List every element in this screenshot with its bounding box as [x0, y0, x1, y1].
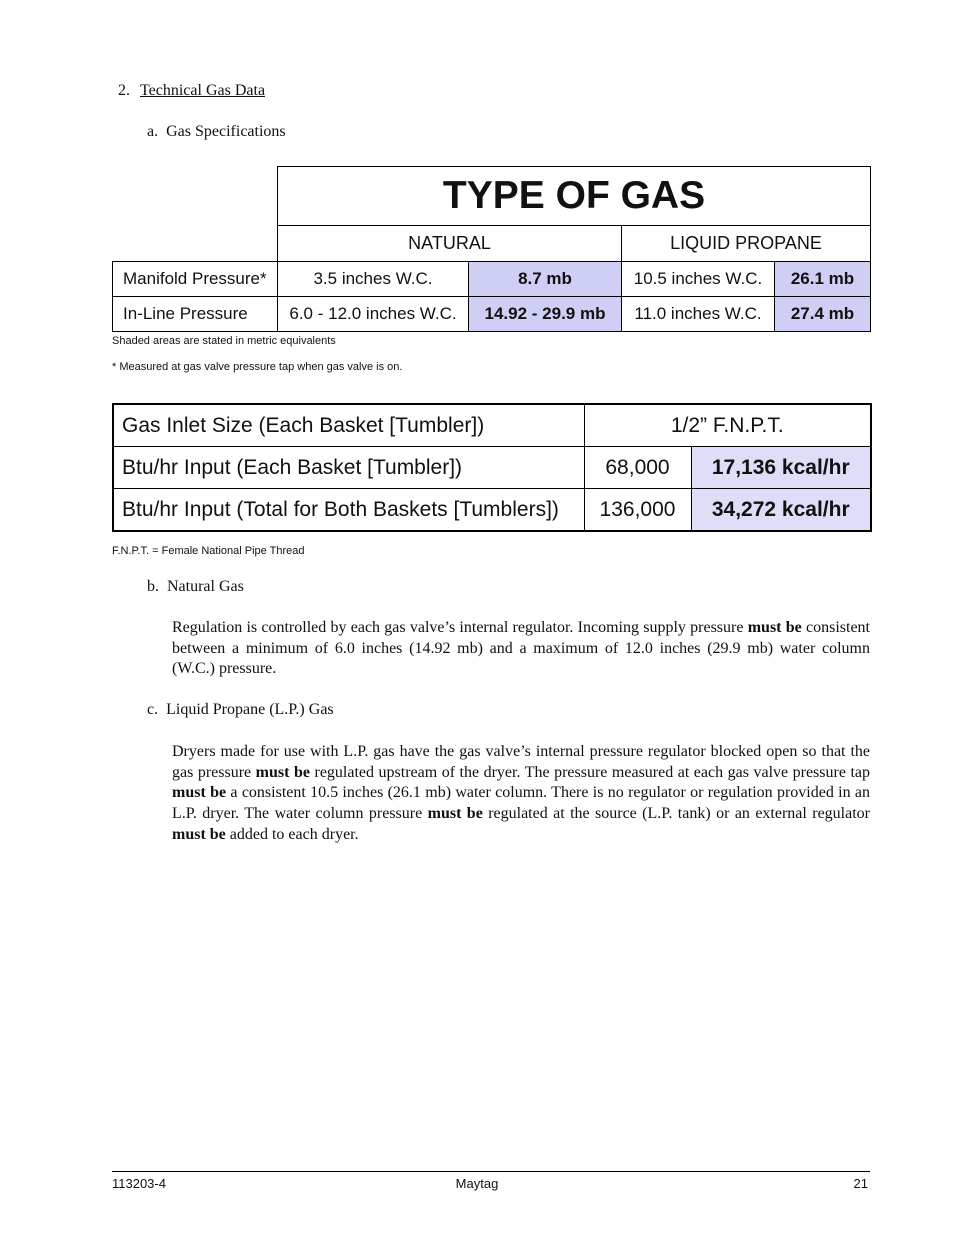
natural-metric-value: 8.7 mb [469, 262, 622, 297]
natural-gas-paragraph [172, 618, 870, 680]
column-header-liquid-propane: LIQUID PROPANE [622, 226, 871, 262]
text-run: regulated upstream of the dryer. The pressure measured at each gas valve pressure tap [309, 763, 870, 781]
gas-inlet-table [112, 403, 872, 532]
column-header-natural: NATURAL [278, 226, 622, 262]
kcal-value: 17,136 kcal/hr [691, 447, 871, 489]
subsection-c-title: Liquid Propane (L.P.) Gas [166, 701, 334, 718]
subsection-c-heading [147, 701, 334, 719]
note-fnpt: F.N.P.T. = Female National Pipe Thread [112, 545, 305, 557]
table-row-btu-each [113, 447, 871, 489]
lp-gas-paragraph [172, 742, 870, 846]
note-measured: * Measured at gas valve pressure tap when gas valve is on. [112, 361, 403, 373]
text-run: a consistent 10.5 inches (26.1 mb) water column. There is no regulator or regulation provided in an L.P. dryer. The water column pressure [172, 784, 870, 823]
text-run: regulated at the source (L.P. tank) or an external regulator [482, 805, 870, 823]
footer-rule [112, 1171, 870, 1172]
footer-brand: Maytag [455, 1176, 499, 1191]
inlet-size-value: 1/2” F.N.P.T. [584, 404, 871, 447]
table-row-btu-total [113, 489, 871, 532]
subsection-a-heading [147, 123, 286, 141]
emphasis-run: must be [255, 763, 310, 781]
row-label: Btu/hr Input (Total for Both Baskets [Tumblers]) [113, 489, 584, 532]
subsection-c-letter: c. [147, 701, 159, 718]
table-corner-blank [113, 167, 278, 262]
type-of-gas-title: TYPE OF GAS [278, 167, 871, 226]
text-run: Regulation is controlled by each gas valve’s internal regulator. Incoming supply pressure [172, 619, 748, 636]
row-label: Btu/hr Input (Each Basket [Tumbler]) [113, 447, 584, 489]
row-label: Gas Inlet Size (Each Basket [Tumbler]) [113, 404, 584, 447]
emphasis-run: must be [427, 805, 483, 823]
btu-value: 68,000 [584, 447, 691, 489]
footer-document-number: 113203-4 [112, 1176, 166, 1191]
natural-metric-value: 14.92 - 29.9 mb [469, 297, 622, 332]
emphasis-run: must be [172, 784, 227, 802]
lp-metric-value: 27.4 mb [775, 297, 871, 332]
subsection-b-title: Natural Gas [167, 578, 244, 595]
lp-value: 10.5 inches W.C. [622, 262, 775, 297]
subsection-b-heading [147, 578, 244, 596]
natural-value: 6.0 - 12.0 inches W.C. [278, 297, 469, 332]
table-row-inline-pressure [113, 297, 871, 332]
text-run: Dryers made for use with L.P. gas have the gas valve’s internal pressure regulator blocked open so that the gas pressure [172, 743, 870, 781]
subsection-a-letter: a. [147, 123, 159, 140]
row-label: In-Line Pressure [113, 297, 278, 332]
note-shaded-areas: Shaded areas are stated in metric equivalents [112, 335, 336, 347]
gas-specifications-table [112, 166, 871, 332]
footer-page-number: 21 [853, 1176, 868, 1191]
table-row-manifold-pressure [113, 262, 871, 297]
btu-value: 136,000 [584, 489, 691, 532]
text-run: added to each dryer. [225, 825, 359, 843]
section-heading [118, 82, 265, 100]
emphasis-run: must be [172, 825, 226, 843]
row-label: Manifold Pressure* [113, 262, 278, 297]
section-title: Technical Gas Data [140, 82, 266, 99]
subsection-b-letter: b. [147, 578, 159, 595]
emphasis-run: must be [747, 619, 802, 636]
subsection-a-title: Gas Specifications [166, 123, 286, 140]
kcal-value: 34,272 kcal/hr [691, 489, 871, 532]
section-number: 2. [118, 82, 130, 99]
lp-value: 11.0 inches W.C. [622, 297, 775, 332]
text-run: consistent between a minimum of 6.0 inches (14.92 mb) and a maximum of 12.0 inches (29.9 mb) water column (W.C.) pressure. [172, 619, 870, 678]
lp-metric-value: 26.1 mb [775, 262, 871, 297]
table-row-inlet-size [113, 404, 871, 447]
natural-value: 3.5 inches W.C. [278, 262, 469, 297]
